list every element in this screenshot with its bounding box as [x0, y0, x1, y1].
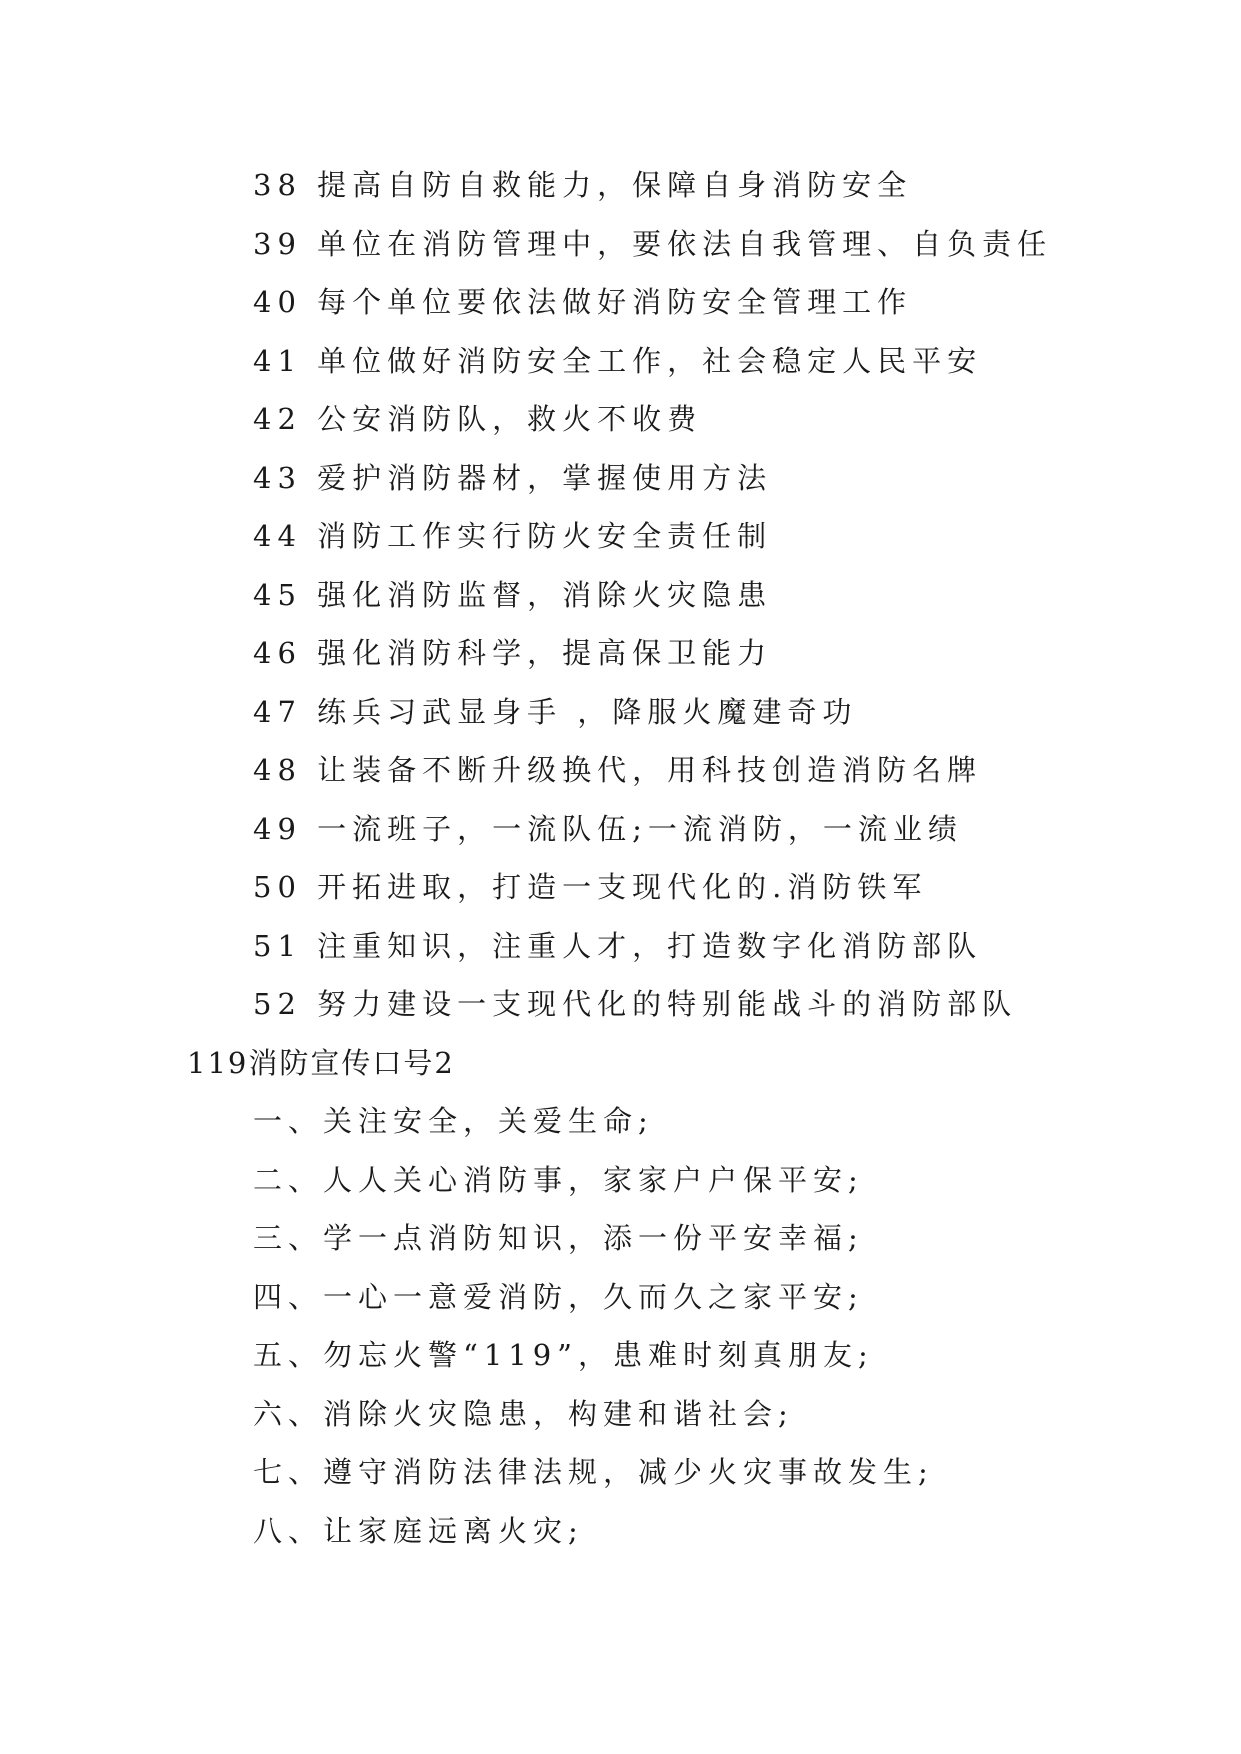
slogan-line: 六、消除火灾隐患，构建和谐社会; [253, 1397, 794, 1431]
slogan-line: 50 开拓进取，打造一支现代化的.消防铁军 [253, 870, 928, 904]
slogan-line: 42 公安消防队，救火不收费 [253, 402, 703, 436]
slogan-line: 51 注重知识，注重人才，打造数字化消防部队 [253, 929, 983, 963]
slogan-line: 45 强化消防监督，消除火灾隐患 [253, 578, 773, 612]
slogan-line: 一、关注安全，关爱生命; [253, 1104, 654, 1138]
slogan-line: 39 单位在消防管理中，要依法自我管理、自负责任 [253, 227, 1053, 261]
slogan-line: 四、一心一意爱消防，久而久之家平安; [253, 1280, 864, 1314]
slogan-line: 二、人人关心消防事，家家户户保平安; [253, 1163, 864, 1197]
slogan-line: 43 爱护消防器材，掌握使用方法 [253, 461, 773, 495]
slogan-line: 47 练兵习武显身手 ，降服火魔建奇功 [253, 695, 858, 729]
slogan-line: 38 提高自防自救能力，保障自身消防安全 [253, 168, 913, 202]
slogan-line: 52 努力建设一支现代化的特别能战斗的消防部队 [253, 987, 1018, 1021]
slogan-line: 七、遵守消防法律法规，减少火灾事故发生; [253, 1455, 934, 1489]
slogan-line: 44 消防工作实行防火安全责任制 [253, 519, 773, 553]
section-heading: 119消防宣传口号2 [187, 1046, 455, 1080]
slogan-line: 三、学一点消防知识，添一份平安幸福; [253, 1221, 864, 1255]
slogan-line: 46 强化消防科学，提高保卫能力 [253, 636, 773, 670]
slogan-line: 八、让家庭远离火灾; [253, 1514, 584, 1548]
slogan-line: 40 每个单位要依法做好消防安全管理工作 [253, 285, 913, 319]
slogan-line: 五、勿忘火警“119”，患难时刻真朋友; [253, 1338, 874, 1372]
slogan-line: 49 一流班子，一流队伍;一流消防，一流业绩 [253, 812, 963, 846]
slogan-line: 41 单位做好消防安全工作，社会稳定人民平安 [253, 344, 983, 378]
slogan-line: 48 让装备不断升级换代，用科技创造消防名牌 [253, 753, 983, 787]
